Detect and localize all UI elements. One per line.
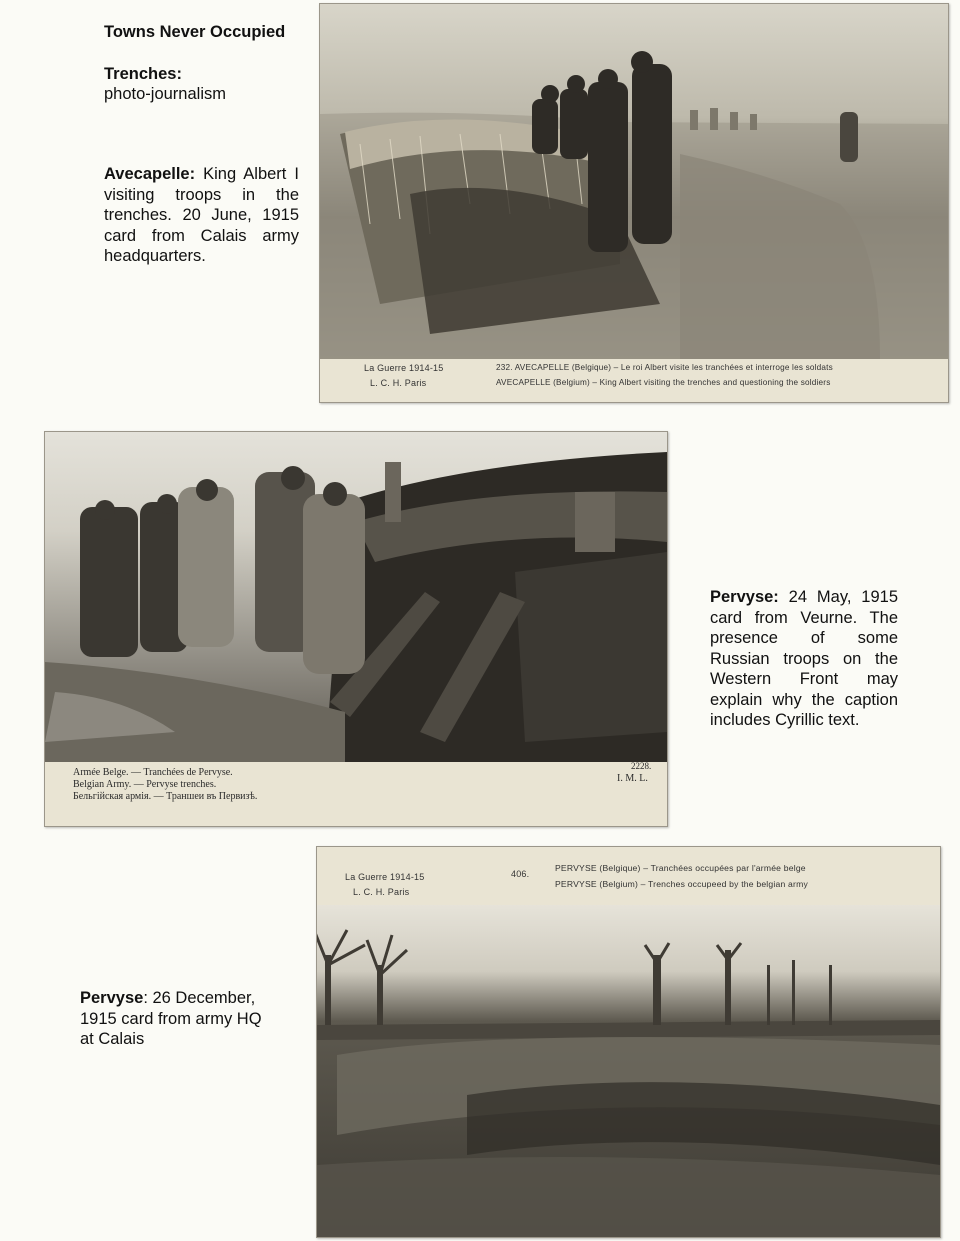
entry-description: King Albert I visiting troops in the trenches. 20 June, 1915 card from Calais army headquarters. bbox=[104, 165, 299, 265]
card-caption-en: AVECAPELLE (Belgium) – King Albert visiting the trenches and questioning the soldiers bbox=[496, 378, 831, 387]
postcard-avecapelle bbox=[319, 3, 949, 403]
card-publisher: I. M. L. bbox=[617, 773, 648, 784]
card-publisher-line1: La Guerre 1914-15 bbox=[345, 872, 425, 882]
page-heading-block bbox=[104, 22, 304, 105]
card-caption-fr: PERVYSE (Belgique) – Tranchées occupées par l'armée belge bbox=[555, 863, 806, 873]
card-number: 2228. bbox=[631, 761, 652, 771]
section-subtitle: photo-journalism bbox=[104, 85, 226, 103]
card-caption-en: Belgian Army. — Pervyse trenches. bbox=[73, 779, 217, 790]
card-caption-fr: 232. AVECAPELLE (Belgique) – Le roi Albert visite les tranchées et interroge les soldats bbox=[496, 363, 833, 372]
entry-description: 24 May, 1915 card from Veurne. The presence of some Russian troops on the Western Front may explain why the caption includes Cyrillic text. bbox=[710, 588, 898, 729]
postcard-pervyse-trenches bbox=[316, 846, 941, 1238]
page-title: Towns Never Occupied bbox=[104, 23, 286, 41]
entry-place: Avecapelle: bbox=[104, 165, 196, 183]
section-label: Trenches: bbox=[104, 64, 182, 83]
postcard-photo bbox=[45, 432, 667, 762]
card-publisher-line2: L. C. H. Paris bbox=[370, 378, 427, 388]
card-number: 406. bbox=[511, 869, 530, 879]
postcard-photo bbox=[317, 905, 940, 1237]
card-caption-en: PERVYSE (Belgium) – Trenches occupeed by the belgian army bbox=[555, 879, 808, 889]
card-caption-ru: Бельгійская армія. — Траншеи въ Первизѣ. bbox=[73, 791, 258, 802]
card-publisher-line1: La Guerre 1914-15 bbox=[364, 363, 444, 373]
entry-description: : 26 December, 1915 card from army HQ at Calais bbox=[80, 989, 262, 1048]
entry-pervyse-1-text bbox=[710, 587, 898, 731]
card-caption-fr: Armée Belge. — Tranchées de Pervyse. bbox=[73, 767, 233, 778]
postcard-photo bbox=[320, 4, 948, 359]
entry-avecapelle-text bbox=[104, 164, 299, 267]
card-publisher-line2: L. C. H. Paris bbox=[353, 887, 410, 897]
entry-pervyse-2-text bbox=[80, 988, 275, 1050]
postcard-pervyse-belgian-army bbox=[44, 431, 668, 827]
entry-place: Pervyse: bbox=[710, 588, 779, 606]
entry-place: Pervyse bbox=[80, 989, 144, 1007]
